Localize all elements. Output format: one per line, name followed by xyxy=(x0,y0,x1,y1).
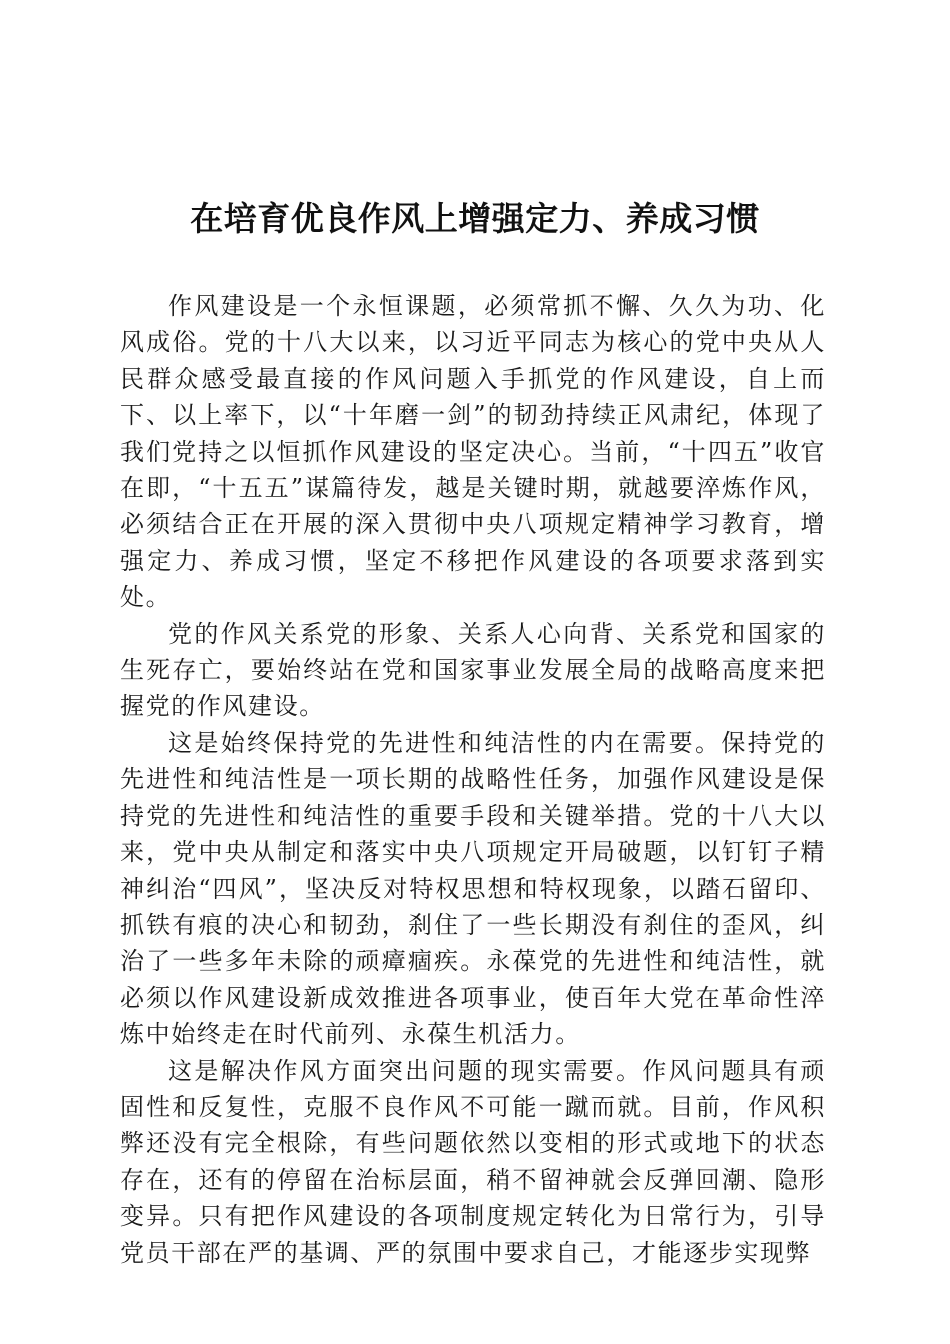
paragraph: 这是始终保持党的先进性和纯洁性的内在需要。保持党的先进性和纯洁性是一项长期的战略性任务，加强作风建设是保持党的先进性和纯洁性的重要手段和关键举措。党的十八大以来，党中央从制定和落实中央八项规定开局破题，以钉钉子精神纠治“四风”，坚决反对特权思想和特权现象，以踏石留印、抓铁有痕的决心和韧劲，刹住了一些长期没有刹住的歪风，纠治了一些多年未除的顽瘴痼疾。永葆党的先进性和纯洁性，就必须以作风建设新成效推进各项事业，使百年大党在革命性淬炼中始终走在时代前列、永葆生机活力。 xyxy=(120,728,826,1049)
document-body xyxy=(120,288,826,1271)
document-title: 在培育优良作风上增强定力、养成习惯 xyxy=(190,199,760,238)
paragraph: 作风建设是一个永恒课题，必须常抓不懈、久久为功、化风成俗。党的十八大以来，以习近平同志为核心的党中央从人民群众感受最直接的作风问题入手抓党的作风建设，自上而下、以上率下，以“十年磨一剑”的韧劲持续正风肃纪，体现了我们党持之以恒抓作风建设的坚定决心。当前，“十四五”收官在即，“十五五”谋篇待发，越是关键时期，就越要淬炼作风，必须结合正在开展的深入贯彻中央八项规定精神学习教育，增强定力、养成习惯，坚定不移把作风建设的各项要求落到实处。 xyxy=(120,292,826,612)
paragraph: 这是解决作风方面突出问题的现实需要。作风问题具有顽固性和反复性，克服不良作风不可能一蹴而就。目前，作风积弊还没有完全根除，有些问题依然以变相的形式或地下的状态存在，还有的停留在治标层面，稍不留神就会反弹回潮、隐形变异。只有把作风建设的各项制度规定转化为日常行为，引导党员干部在严的基调、严的氛围中要求自己，才能逐步实现弊 xyxy=(120,1056,826,1267)
paragraph: 党的作风关系党的形象、关系人心向背、关系党和国家的生死存亡，要始终站在党和国家事业发展全局的战略高度来把握党的作风建设。 xyxy=(120,619,826,721)
